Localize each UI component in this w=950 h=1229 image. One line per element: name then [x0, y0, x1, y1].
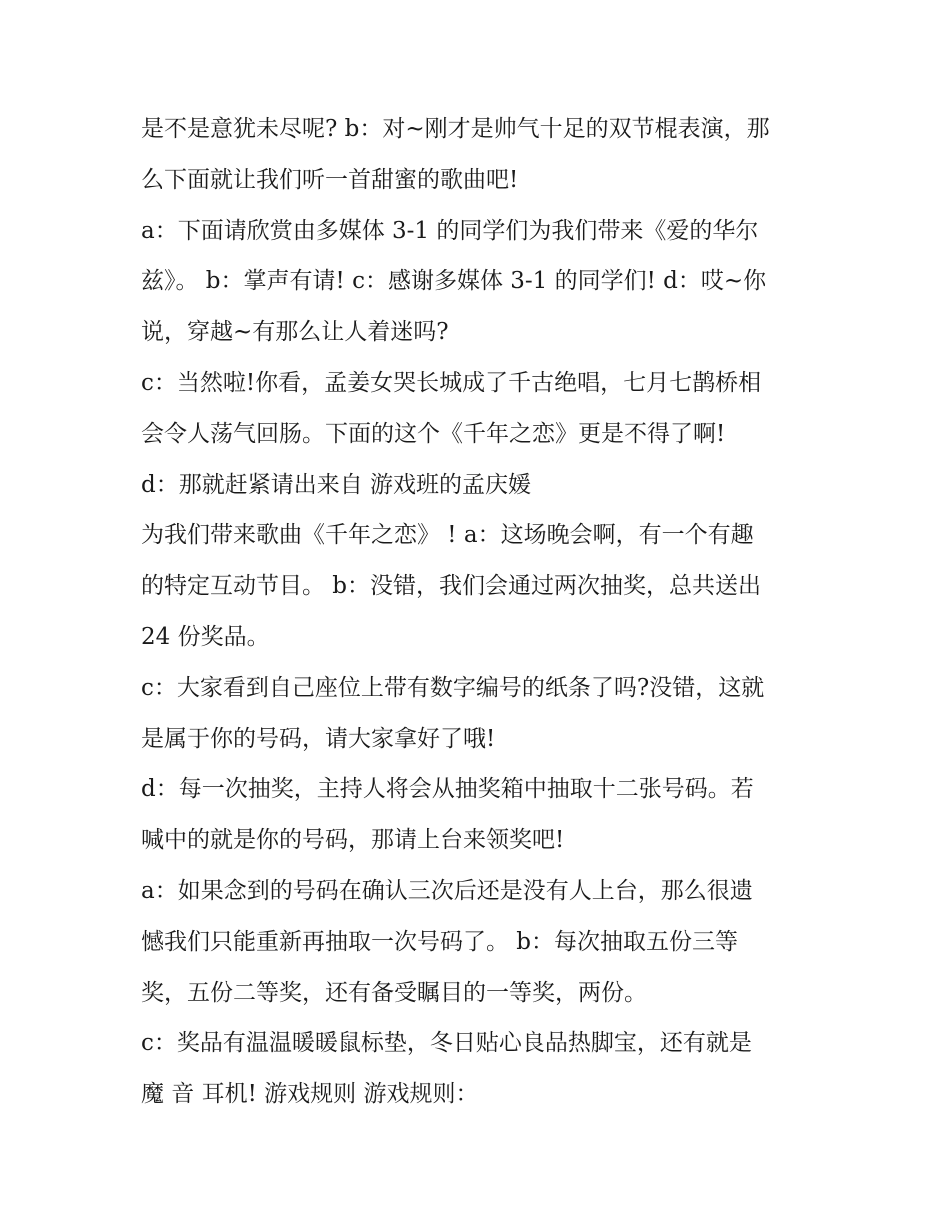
- text-line: 说，穿越~有那么让人着迷吗?: [141, 319, 449, 346]
- text-line: a：下面请欣赏由多媒体 3-1 的同学们为我们带来《爱的华尔: [141, 217, 759, 244]
- text-line: a：如果念到的号码在确认三次后还是没有人上台，那么很遗: [141, 877, 753, 904]
- text-line: 喊中的就是你的号码，那请上台来领奖吧!: [141, 827, 565, 854]
- text-line: d：每一次抽奖，主持人将会从抽奖箱中抽取十二张号码。若: [141, 776, 754, 803]
- text-line: 憾我们只能重新再抽取一次号码了。 b：每次抽取五份三等: [141, 928, 739, 955]
- document-body: [141, 104, 821, 1120]
- text-line: 是不是意犹未尽呢? b：对~刚才是帅气十足的双节棍表演，那: [141, 116, 770, 142]
- text-line: 魔 音 耳机! 游戏规则 游戏规则：: [141, 1081, 479, 1108]
- text-line: c：奖品有温温暖暖鼠标垫，冬日贴心良品热脚宝，还有就是: [141, 1030, 752, 1057]
- text-line: 为我们带来歌曲《千年之恋》 ! a：这场晚会啊，有一个有趣: [141, 522, 754, 549]
- text-line: c：当然啦!你看，孟姜女哭长城成了千古绝唱，七月七鹊桥相: [141, 369, 762, 396]
- text-line: 的特定互动节目。 b：没错，我们会通过两次抽奖，总共送出: [141, 573, 762, 600]
- text-line: 24 份奖品。: [141, 623, 270, 650]
- text-line: 兹》。 b：掌声有请! c：感谢多媒体 3-1 的同学们! d：哎~你: [141, 268, 767, 295]
- text-line: c：大家看到自己座位上带有数字编号的纸条了吗?没错，这就: [141, 674, 765, 701]
- text-line: 是属于你的号码，请大家拿好了哦!: [141, 725, 496, 752]
- text-line: 么下面就让我们听一首甜蜜的歌曲吧!: [141, 166, 519, 193]
- text-line: 奖，五份二等奖，还有备受瞩目的一等奖，两份。: [141, 979, 647, 1006]
- text-line: 会令人荡气回肠。下面的这个《千年之恋》更是不得了啊!: [141, 420, 726, 447]
- text-line: d：那就赶紧请出来自 游戏班的孟庆媛: [141, 471, 532, 498]
